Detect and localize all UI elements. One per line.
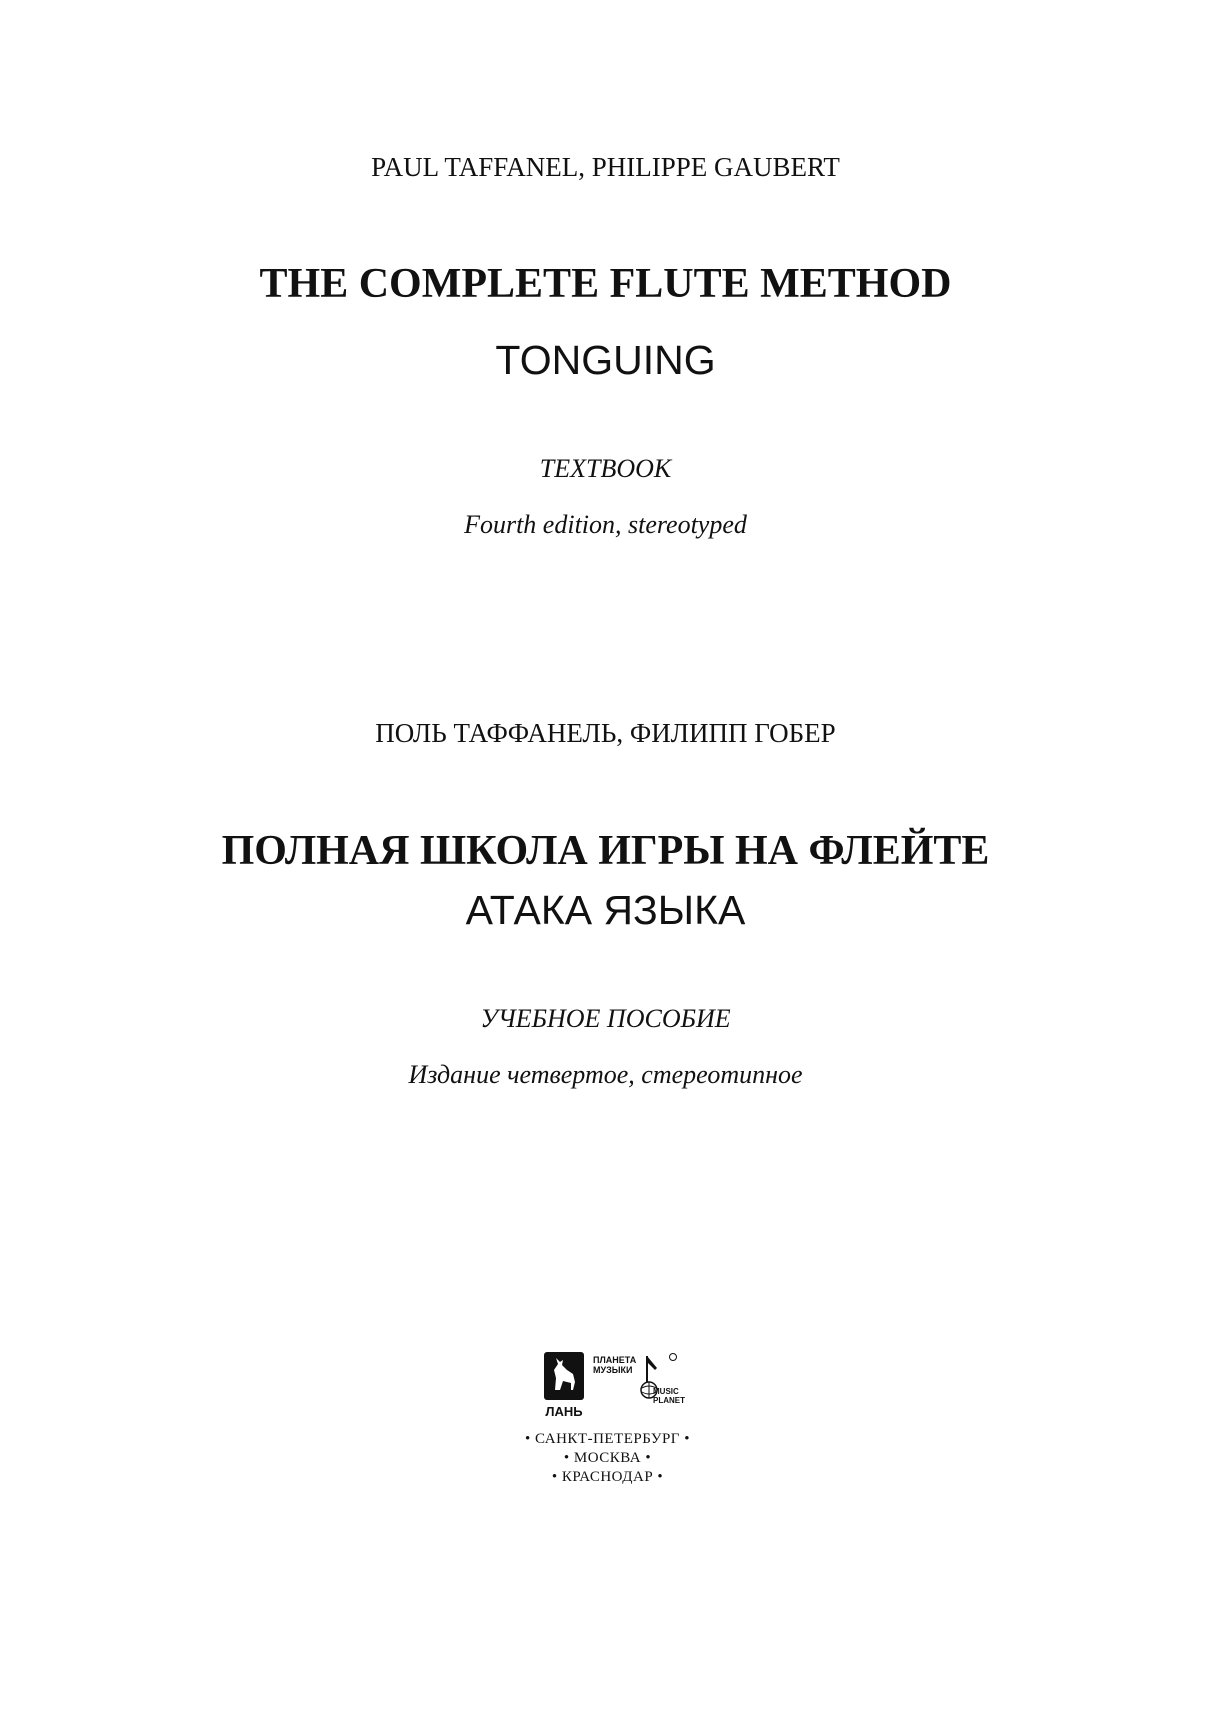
lan-deer-logo-icon <box>543 1350 585 1420</box>
russian-authors: ПОЛЬ ТАФФАНЕЛЬ, ФИЛИПП ГОБЕР <box>375 718 836 748</box>
english-title: THE COMPLETE FLUTE METHOD <box>259 261 952 307</box>
russian-edition: Издание четвертое, стереотипное <box>408 1060 803 1089</box>
music-planet-en-label: MUSIC PLANET <box>653 1387 685 1405</box>
city-line: • МОСКВА • <box>563 1450 652 1466</box>
english-edition: Fourth edition, stereotyped <box>464 510 747 539</box>
russian-subtitle: АТАКА ЯЗЫКА <box>465 887 746 933</box>
svg-text:ЛАНЬ: ЛАНЬ <box>545 1404 583 1419</box>
english-authors: PAUL TAFFANEL, PHILIPPE GAUBERT <box>371 152 840 182</box>
city-line: • САНКТ-ПЕТЕРБУРГ • <box>525 1431 690 1447</box>
english-subtitle: TONGUING <box>495 337 716 383</box>
russian-book-type: УЧЕБНОЕ ПОСОБИЕ <box>480 1004 731 1033</box>
publisher-cities <box>505 1430 710 1487</box>
publisher-logo-block <box>505 1350 710 1490</box>
russian-title: ПОЛНАЯ ШКОЛА ИГРЫ НА ФЛЕЙТЕ <box>221 828 990 874</box>
english-book-type: TEXTBOOK <box>539 454 672 483</box>
music-planet-logo <box>593 1352 693 1420</box>
city-line: • КРАСНОДАР • <box>551 1469 664 1485</box>
music-planet-ru-label: ПЛАНЕТА МУЗЫКИ <box>593 1355 637 1375</box>
